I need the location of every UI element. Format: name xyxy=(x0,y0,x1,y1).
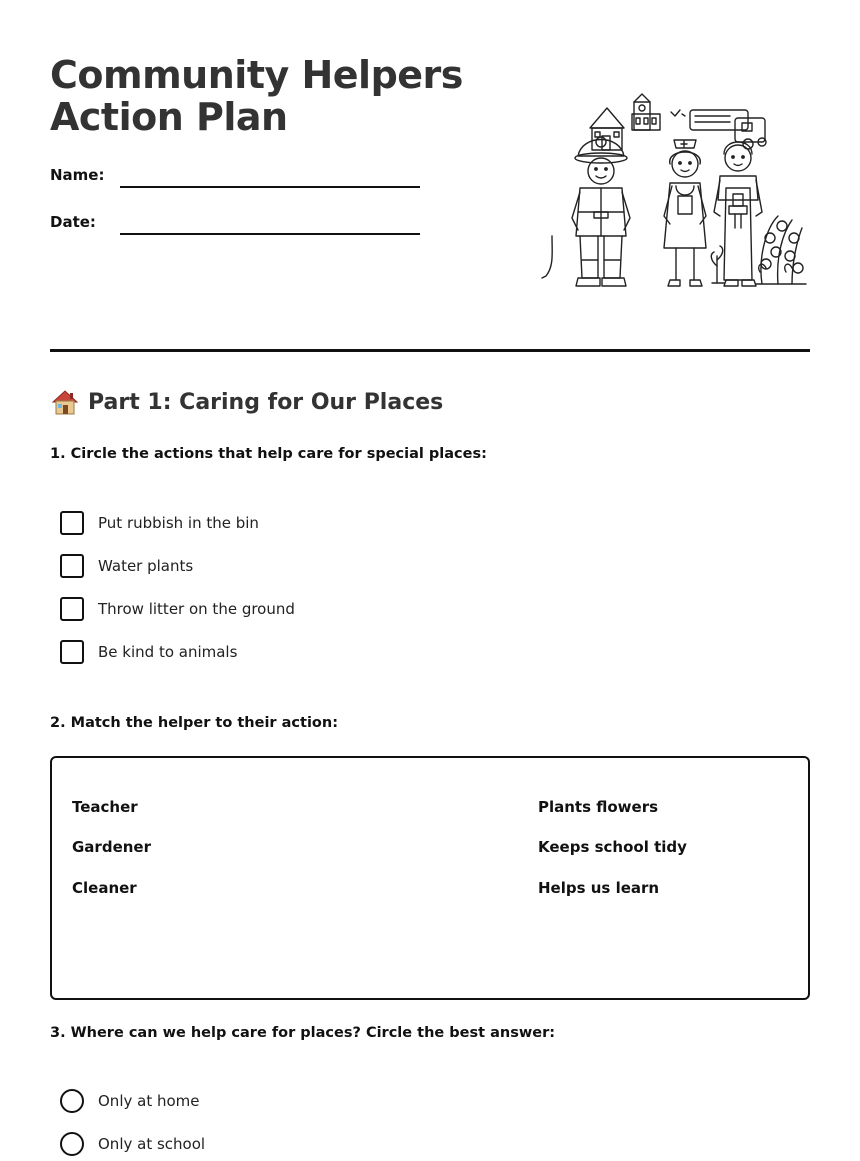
part1-heading xyxy=(50,388,443,416)
name-write-line[interactable] xyxy=(120,186,420,188)
fire-truck-icon xyxy=(690,110,766,149)
match-action[interactable]: Keeps school tidy xyxy=(538,838,687,856)
house-building-icon xyxy=(590,108,624,150)
q3-option-radio[interactable] xyxy=(60,1132,84,1156)
q1-option-label: Throw litter on the ground xyxy=(98,600,295,618)
q1-option[interactable] xyxy=(60,597,295,621)
q1-option-label: Put rubbish in the bin xyxy=(98,514,259,532)
gardener-figure xyxy=(714,142,762,286)
firefighter-figure xyxy=(572,137,630,286)
q3-option-label: Only at home xyxy=(98,1092,200,1110)
match-action[interactable]: Plants flowers xyxy=(538,798,659,816)
nurse-figure xyxy=(664,140,706,286)
house-icon xyxy=(50,388,80,416)
bird-icon xyxy=(671,110,685,116)
page-title xyxy=(50,54,463,138)
name-field[interactable] xyxy=(50,166,430,190)
school-building-icon xyxy=(632,94,660,130)
q1-option[interactable] xyxy=(60,640,237,664)
flower-bush-icon xyxy=(756,216,806,284)
name-label: Name: xyxy=(50,166,105,184)
question-2-prompt: 2. Match the helper to their action: xyxy=(50,715,338,731)
q3-option[interactable] xyxy=(60,1132,205,1156)
q1-option-checkbox[interactable] xyxy=(60,597,84,621)
date-field[interactable] xyxy=(50,213,430,237)
date-write-line[interactable] xyxy=(120,233,420,235)
match-helper[interactable]: Teacher xyxy=(72,798,138,816)
community-helpers-illustration xyxy=(530,88,810,293)
date-label: Date: xyxy=(50,213,96,231)
title-line-2: Action Plan xyxy=(50,95,288,139)
question-1-prompt: 1. Circle the actions that help care for special places: xyxy=(50,446,487,462)
question-3-prompt: 3. Where can we help care for places? Circle the best answer: xyxy=(50,1025,556,1041)
part1-title: Part 1: Caring for Our Places xyxy=(88,389,444,415)
match-action[interactable]: Helps us learn xyxy=(538,879,660,897)
q1-option-checkbox[interactable] xyxy=(60,554,84,578)
q1-option-label: Water plants xyxy=(98,557,194,575)
matching-box xyxy=(50,756,810,1000)
sprout-icon xyxy=(711,246,724,283)
q1-option-checkbox[interactable] xyxy=(60,511,84,535)
title-line-1: Community Helpers xyxy=(50,53,463,97)
q1-option-checkbox[interactable] xyxy=(60,640,84,664)
match-helper[interactable]: Gardener xyxy=(72,838,151,856)
q3-option-label: Only at school xyxy=(98,1135,206,1153)
q1-option[interactable] xyxy=(60,554,193,578)
q1-option[interactable] xyxy=(60,511,259,535)
header-divider xyxy=(50,349,810,352)
q3-option-radio[interactable] xyxy=(60,1089,84,1113)
match-helper[interactable]: Cleaner xyxy=(72,879,137,897)
q3-option[interactable] xyxy=(60,1089,200,1113)
q1-option-label: Be kind to animals xyxy=(98,643,238,661)
fire-hose-icon xyxy=(542,236,552,278)
